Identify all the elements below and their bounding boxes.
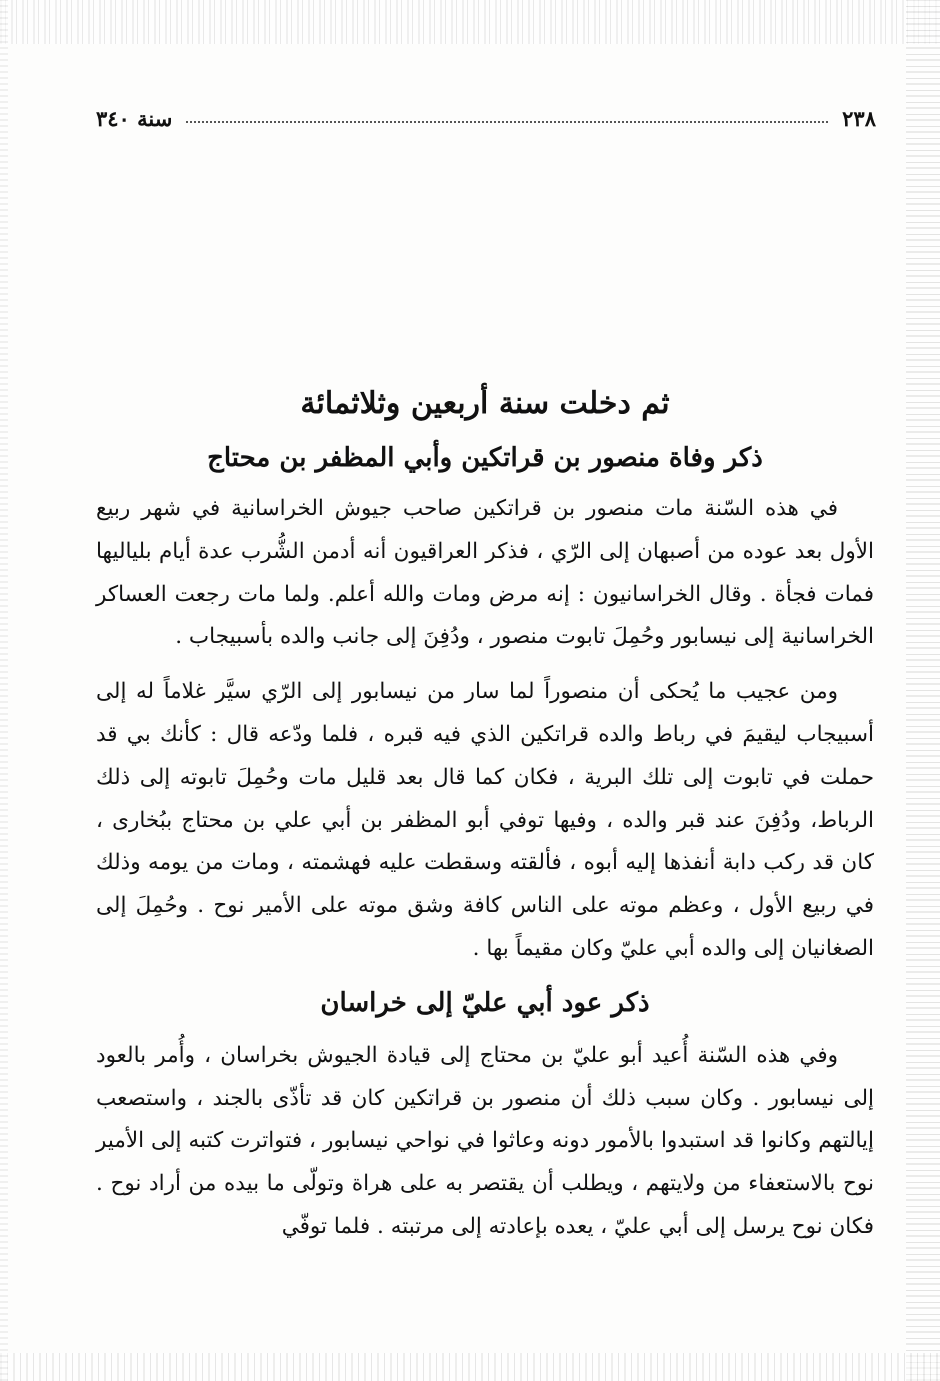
- paragraph-3: وفي هذه السّنة أُعيد أبو عليّ بن محتاج إلى قيادة الجيوش بخراسان ، وأُمر بالعود إلى نيسابور . وكان سبب ذلك أن منصور بن قراتكين كان قد تأذّى بالجند ، واستصعب إيالتهم وكانوا قد استبدوا بالأمور دونه وعاثوا في نواحي نيسابور ، فتواترت كتبه إلى الأمير نوح بالاستعفاء من ولايتهم ، ويطلب أن يقتصر به على هراة وتولّى ما بيده من أراد نوح . فكان نوح يرسل إلى أبي عليّ ، يعده بإعادته إلى مرتبته . فلما توفّي: [96, 1042, 874, 1239]
- section-heading-return-of-abu-ali: ذكر عود أبي عليّ إلى خراسان: [320, 987, 650, 1018]
- scan-edge-top: [0, 0, 940, 44]
- section-heading-death-of-mansur: ذكر وفاة منصور بن قراتكين وأبي المظفر بن محتاج: [207, 443, 763, 473]
- text-block: [96, 378, 874, 1249]
- page-number: ٢٣٨: [842, 105, 876, 131]
- running-title: سنة ٣٤٠: [96, 105, 173, 131]
- header-dotted-rule: [186, 121, 828, 123]
- paragraph-2: ومن عجيب ما يُحكى أن منصوراً لما سار من نيسابور إلى الرّي سيَّر غلاماً له إلى أسبيجاب ليقيمَ في رباط والده قراتكين الذي فيه قبره ، فلما ودّعه قال : كأنك بي قد حملت في تابوت إلى تلك البرية ، فكان كما قال بعد قليل مات وحُمِلَ تابوته إلى ذلك الرباط، ودُفِنَ عند قبر والده ، وفيها توفي أبو المظفر بن أبي علي بن محتاج ببُخارى ، كان قد ركب دابة أنفذها إليه أبوه ، فألقته وسقطت عليه فهشمته ، ومات من يومه وذلك في ربيع الأول ، وعظم موته على الناس كافة وشق موته على الأمير نوح . وحُمِلَ إلى الصغانيان إلى والده أبي عليّ وكان مقيماً بها .: [96, 679, 874, 961]
- running-header: [96, 100, 876, 136]
- scan-edge-bottom: [0, 1353, 940, 1381]
- scan-edge-right: [906, 0, 940, 1381]
- paragraph-1: في هذه السّنة مات منصور بن قراتكين صاحب جيوش الخراسانية في شهر ربيع الأول بعد عوده من أصبهان إلى الرّي ، فذكر العراقيون أنه أدمن الشُّرب عدة أيام بلياليها فمات فجأة . وقال الخراسانيون : إنه مرض ومات والله أعلم. ولما مات رجعت العساكر الخراسانية إلى نيسابور وحُمِلَ تابوت منصور ، ودُفِنَ إلى جانب والده بأسبيجاب .: [96, 496, 874, 650]
- scan-edge-left: [0, 0, 8, 1381]
- chapter-heading: ثم دخلت سنة أربعين وثلاثمائة: [300, 386, 670, 421]
